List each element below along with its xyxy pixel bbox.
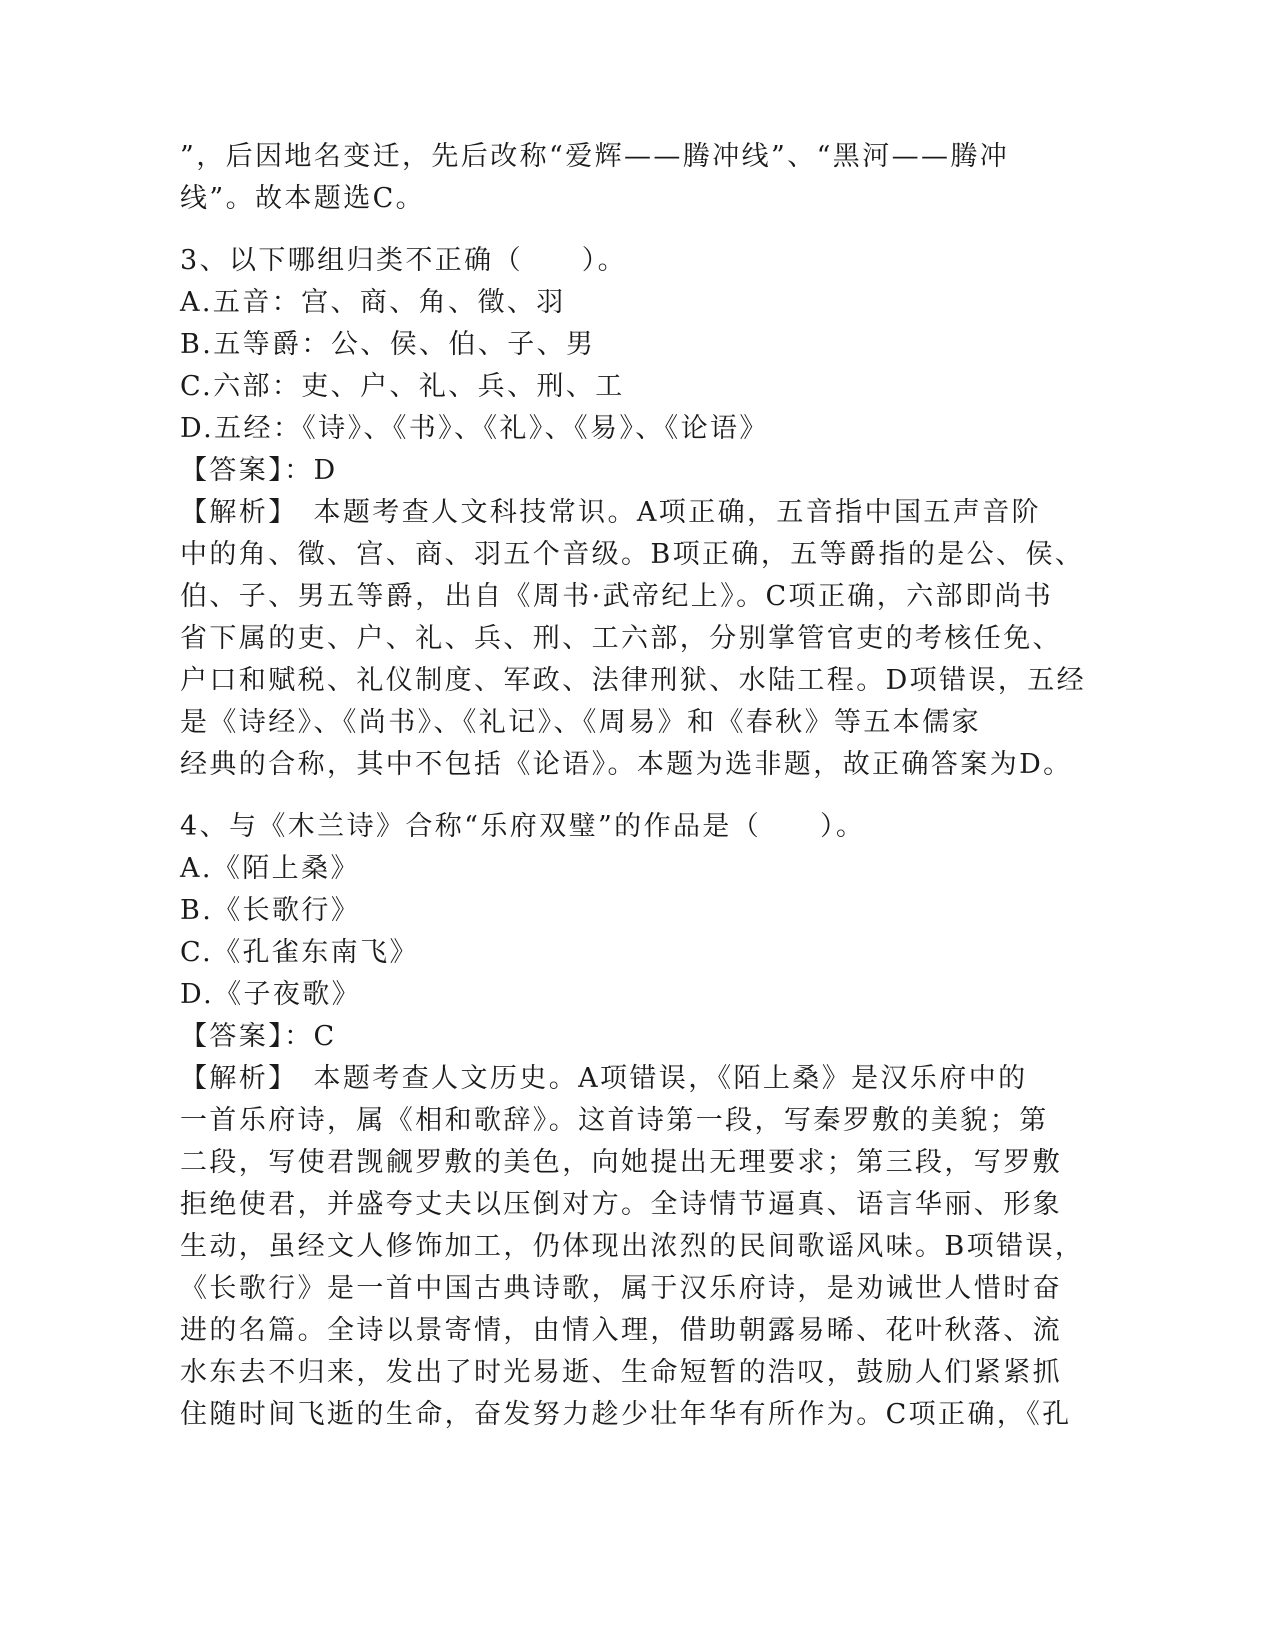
question-3-option-a: A.五音：宫、商、角、徵、羽 [180,287,566,318]
analysis-line: 住随时间飞逝的生命，奋发努力趁少壮年华有所作为。C项正确，《孔 [180,1399,1072,1430]
question-3-stem: 3、以下哪组归类不正确（ ）。 [180,245,628,276]
question-4-option-d: D.《子夜歌》 [180,979,362,1010]
question-3-analysis [180,492,1087,786]
question-4 [180,806,1085,1436]
analysis-line: 【解析】 本题考查人文历史。A项错误，《陌上桑》是汉乐府中的 [180,1063,1028,1094]
prev-answer-continuation [180,136,1070,220]
continuation-line: 线”。故本题选C。 [180,183,426,214]
analysis-line: 是《诗经》、《尚书》、《礼记》、《周易》和《春秋》等五本儒家 [180,707,981,738]
question-3 [180,240,1087,786]
analysis-line: 拒绝使君，并盛夸丈夫以压倒对方。全诗情节逼真、语言华丽、形象 [180,1189,1062,1220]
question-3-answer: 【答案】：D [180,455,338,486]
continuation-line: ”，后因地名变迁，先后改称“爱辉——腾冲线”、“黑河——腾冲 [180,141,1010,172]
question-3-option-b: B.五等爵：公、侯、伯、子、男 [180,329,596,360]
analysis-line: 一首乐府诗，属《相和歌辞》。这首诗第一段，写秦罗敷的美貌；第 [180,1105,1049,1136]
question-4-option-c: C.《孔雀东南飞》 [180,937,419,968]
analysis-line: 经典的合称，其中不包括《论语》。本题为选非题，故正确答案为D。 [180,749,1073,780]
analysis-line: 中的角、徵、宫、商、羽五个音级。B项正确，五等爵指的是公、侯、 [180,539,1085,570]
analysis-line: 水东去不归来，发出了时光易逝、生命短暂的浩叹，鼓励人们紧紧抓 [180,1357,1062,1388]
question-4-option-b: B.《长歌行》 [180,895,361,926]
analysis-line: 省下属的吏、户、礼、兵、刑、工六部，分别掌管官吏的考核任免、 [180,623,1062,654]
question-3-option-d: D.五经：《诗》、《书》、《礼》、《易》、《论语》 [180,413,769,444]
question-4-analysis [180,1058,1085,1436]
document-body [180,136,1087,1436]
analysis-line: 【解析】 本题考查人文科技常识。A项正确，五音指中国五声音阶 [180,497,1041,528]
analysis-line: 伯、子、男五等爵，出自《周书·武帝纪上》。C项正确，六部即尚书 [180,581,1054,612]
analysis-line: 生动，虽经文人修饰加工，仍体现出浓烈的民间歌谣风味。B项错误， [180,1231,1085,1262]
analysis-line: 《长歌行》是一首中国古典诗歌，属于汉乐府诗，是劝诫世人惜时奋 [180,1273,1062,1304]
question-3-option-c: C.六部：吏、户、礼、兵、刑、工 [180,371,625,402]
analysis-line: 进的名篇。全诗以景寄情，由情入理，借助朝露易晞、花叶秋落、流 [180,1315,1062,1346]
question-4-answer: 【答案】：C [180,1021,337,1052]
analysis-line: 二段，写使君觊觎罗敷的美色，向她提出无理要求；第三段，写罗敷 [180,1147,1062,1178]
analysis-line: 户口和赋税、礼仪制度、军政、法律刑狱、水陆工程。D项错误，五经 [180,665,1087,696]
question-4-option-a: A.《陌上桑》 [180,853,360,884]
question-4-stem: 4、与《木兰诗》合称“乐府双璧”的作品是（ ）。 [180,811,866,842]
